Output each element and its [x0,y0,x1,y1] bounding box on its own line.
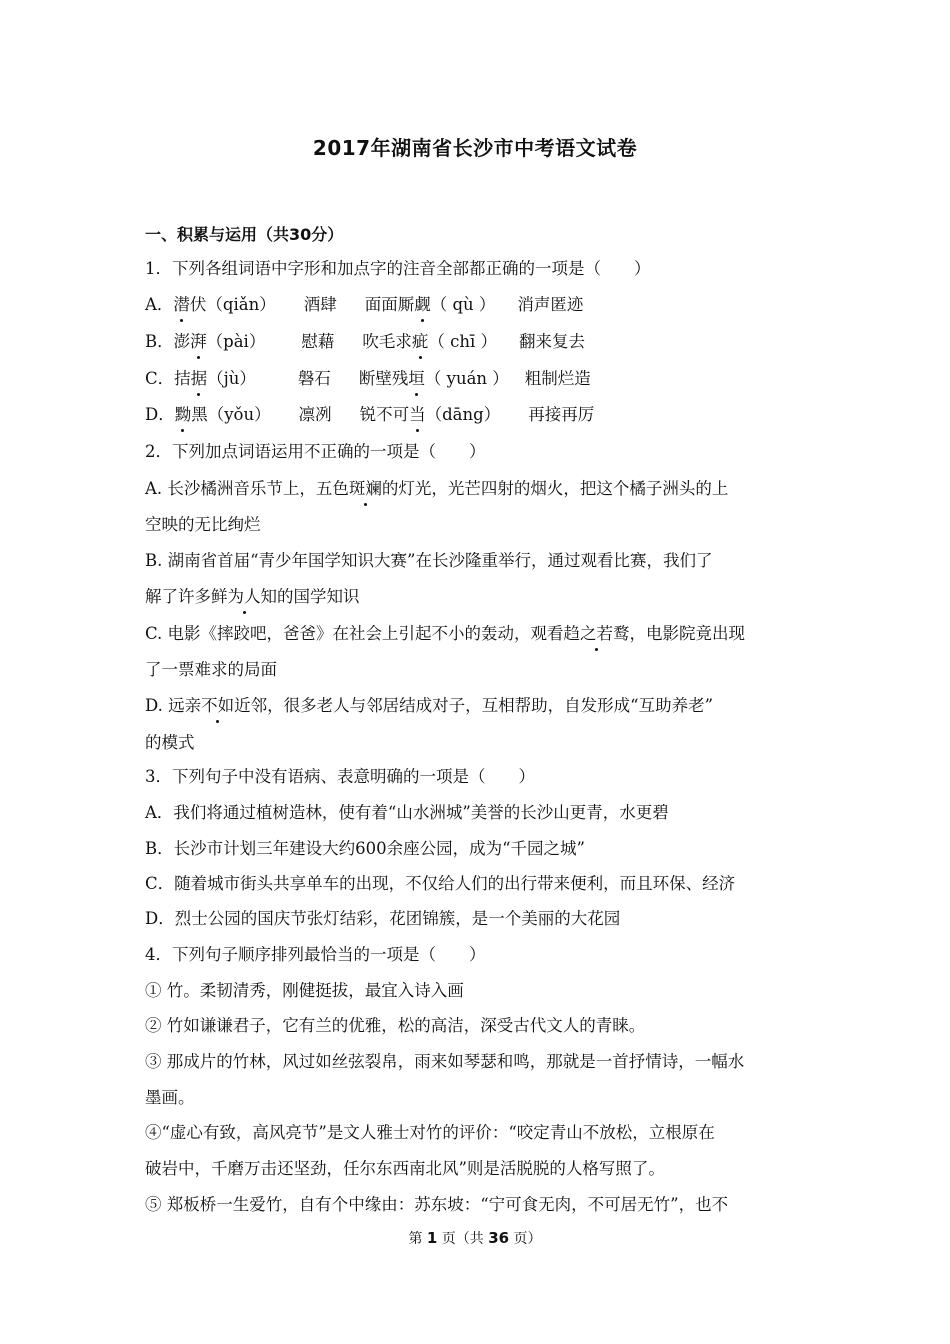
q3-option-c: C．随着城市街头共享单车的出现，不仅给人们的出行带来便利，而且环保、经济 [145,874,736,893]
dotted-char: 当 [409,403,426,427]
option-word: 酒肆 [303,295,337,314]
q3-option-d: D．烈士公园的国庆节张灯结彩，花团锦簇，是一个美丽的大花园 [145,909,621,928]
option-text: 的灯光，光芒四射的烟火，把这个橘子洲头的上 [381,479,729,498]
question-3-stem: 3．下列句子中没有语病、表意明确的一项是（ ） [145,767,535,786]
page-total: 36 [488,1229,510,1247]
q2-option-d [145,694,810,718]
pinyin: （ qù ） [430,295,496,314]
option-word: 翻来复去 [518,332,585,351]
pinyin: （ chī ） [428,332,497,351]
footer-text: 页（共 [437,1231,489,1247]
option-text: 黑（yǒu） [191,405,271,424]
section-heading: 一、积累与运用（共30分） [145,225,344,244]
page-footer [0,1228,950,1248]
option-text: ，电影院竟出现 [629,624,746,643]
pinyin: （ yuán ） [424,369,509,388]
q4-sentence-4: ④“虚心有致，高风亮节”是文人雅士对竹的评价：“咬定青山不放松，立根原在 [145,1123,715,1142]
option-text: 的国学知识 [277,587,360,606]
q2-option-c [145,622,810,646]
q4-sentence-3: ③ 那成片的竹林，风过如丝弦裂帛，雨来如琴瑟和鸣，那就是一首抒情诗，一幅水 [145,1052,745,1071]
pinyin: （dāng） [425,405,501,424]
q2-option-d-cont: 的模式 [145,733,195,752]
pinyin: （jù） [207,369,256,388]
q4-sentence-1: ① 竹。柔韧清秀，刚健挺拔，最宜入诗入画 [145,981,464,1000]
q3-option-b: B．长沙市计划三年建设大约600余座公园，成为“千园之城” [145,839,585,858]
dotted-phrase: 远亲不如近邻 [168,694,267,718]
page-title: 2017年湖南省长沙市中考语文试卷 [312,136,638,160]
q2-option-a-cont: 空映的无比绚烂 [145,515,261,534]
dotted-char: 疵 [412,330,429,354]
pinyin: （pài） [206,332,266,351]
dotted-phrase: 斑斓 [349,477,382,501]
option-label: A． [145,295,174,314]
option-word: 断壁残 [358,369,409,388]
dotted-char: 垣 [408,367,425,391]
dotted-phrase: 趋之若鹜 [564,622,630,646]
option-text: C. 电影《摔跤吧，爸爸》在社会上引起不小的轰动，观看 [145,624,564,643]
option-word: 面面厮 [364,295,415,314]
q1-option-a [145,293,810,317]
option-word: 吹毛求 [362,332,412,351]
q2-option-a [145,477,810,501]
option-word: 粗制烂造 [524,369,591,388]
option-label: C． [145,369,175,388]
q1-option-c [145,367,810,391]
option-label: D. [145,696,169,715]
dotted-phrase: 鲜为人知 [211,585,277,609]
question-4-stem: 4．下列句子顺序排列最恰当的一项是（ ） [145,945,486,964]
q2-option-b: B. 湖南省首届“青少年国学知识大赛”在长沙隆重举行，通过观看比赛，我们了 [145,551,713,570]
question-1-stem: 1．下列各组词语中字形和加点字的注音全部都正确的一项是（ ） [145,259,651,278]
option-word: 磐石 [297,369,331,388]
dotted-char: 据 [191,367,208,391]
dotted-char: 黝 [175,403,192,427]
page-number: 1 [426,1229,438,1247]
option-text: 解了许多 [145,587,211,606]
option-text: 拮 [174,369,191,388]
dotted-char: 湃 [190,330,207,354]
footer-text: 页） [509,1231,542,1247]
option-word: 凛冽 [298,405,332,424]
option-label: B． [145,332,174,351]
q2-option-b-cont [145,585,810,609]
q4-sentence-4-cont: 破岩中，千磨万击还坚劲，任尔东西南北风”则是活脱脱的人格写照了。 [145,1159,665,1178]
footer-text: 第 [408,1231,427,1247]
q4-sentence-2: ② 竹如谦谦君子，它有兰的优雅，松的高洁，深受古代文人的青睐。 [145,1016,646,1035]
option-text: ，很多老人与邻居结成对子，互相帮助，自发形成“互助养老” [267,696,714,715]
option-word: 锐不可 [359,405,410,424]
q3-option-a: A．我们将通过植树造林，使有着“山水洲城”美誉的长沙山更青，水更碧 [145,803,669,822]
option-text: 澎 [173,332,191,351]
dotted-char: 潜 [173,293,190,317]
option-word: 消声匿迹 [517,295,584,314]
q4-sentence-3-cont: 墨画。 [145,1088,195,1107]
q4-sentence-5: ⑤ 郑板桥一生爱竹，自有个中缘由：苏东坡：“宁可食无肉，不可居无竹”，也不 [145,1195,729,1214]
option-word: 再接再厉 [528,405,595,424]
q2-option-c-cont: 了一票难求的局面 [145,660,277,679]
option-word: 慰藉 [301,332,335,351]
option-text: 伏（qiǎn） [189,295,276,314]
q1-option-d [145,403,810,427]
q1-option-b [145,330,810,354]
option-label: D． [145,405,175,424]
option-text: A. 长沙橘洲音乐节上，五色 [145,479,349,498]
dotted-char: 觑 [414,293,431,317]
question-2-stem: 2．下列加点词语运用不正确的一项是（ ） [145,442,486,461]
